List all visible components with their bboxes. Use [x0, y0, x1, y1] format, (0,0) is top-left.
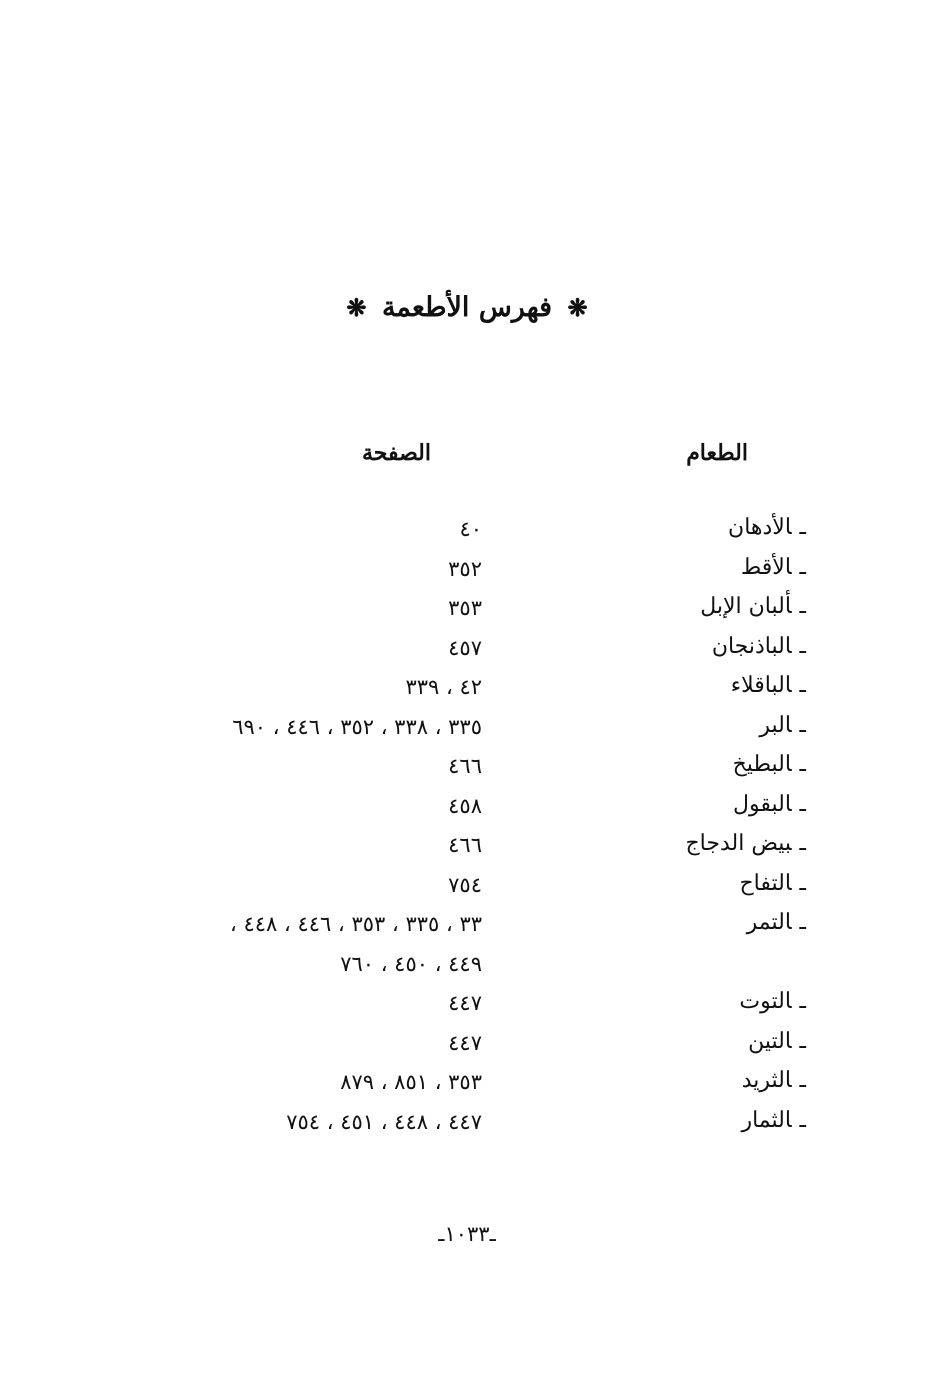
title-text: فهرس الأطعمة — [381, 292, 553, 323]
food-name: البطيخ — [732, 752, 792, 777]
index-row — [0, 515, 934, 555]
food-name: البقول — [733, 791, 792, 817]
page-refs: ٧٥٤ — [448, 872, 482, 897]
food-entry — [685, 831, 806, 856]
food-name: التفاح — [739, 870, 792, 896]
page-refs: ٤٤٩ ، ٤٥٠ ، ٧٦٠ — [340, 951, 482, 976]
entry-dash: ـ — [799, 712, 806, 738]
page-refs: ٤٤٧ ، ٤٤٨ ، ٤٥١ ، ٧٥٤ — [286, 1109, 482, 1134]
index-row — [0, 713, 934, 753]
column-header-page: الصفحة — [361, 440, 431, 466]
entry-dash: ـ — [799, 870, 806, 896]
entry-dash: ـ — [799, 752, 806, 777]
page-refs: ٣٥٣ — [448, 596, 482, 620]
entry-dash: ـ — [799, 1028, 806, 1054]
food-entry — [747, 910, 806, 935]
food-name: الثمار — [741, 1107, 792, 1133]
food-entry — [733, 752, 806, 777]
food-entry — [712, 634, 806, 659]
page-refs: ٤٤٧ — [448, 1030, 482, 1055]
food-entry — [728, 515, 806, 540]
index-row — [0, 871, 934, 911]
star-ornament-icon: ❋ — [346, 293, 367, 322]
entry-dash: ـ — [799, 910, 806, 935]
page-refs: ٤٢ ، ٣٣٩ — [405, 675, 482, 699]
food-name: الثريد — [741, 1068, 792, 1093]
food-name: البر — [759, 712, 792, 738]
food-name: التين — [748, 1028, 792, 1054]
food-entry — [741, 1108, 806, 1133]
page-number: ـ١٠٣٣ـ — [438, 1222, 496, 1246]
page-refs: ٣٥٢ — [448, 556, 482, 581]
food-name: الأدهان — [728, 515, 792, 540]
index-list — [0, 515, 934, 1147]
entry-dash: ـ — [799, 831, 806, 856]
index-row — [0, 989, 934, 1029]
food-entry — [741, 555, 806, 580]
column-header-food: الطعام — [686, 440, 748, 466]
index-row — [0, 752, 934, 792]
index-row — [0, 594, 934, 634]
food-name: الباقلاء — [730, 673, 792, 698]
food-name: التمر — [746, 910, 792, 935]
page-refs: ٣٣٥ ، ٣٣٨ ، ٣٥٢ ، ٤٤٦ ، ٦٩٠ — [232, 714, 482, 739]
index-row-continuation — [0, 950, 934, 990]
food-entry — [700, 594, 806, 619]
food-entry — [748, 1029, 806, 1054]
index-row — [0, 1068, 934, 1108]
food-name: الأقط — [740, 554, 792, 580]
entry-dash: ـ — [799, 989, 806, 1014]
food-entry — [759, 713, 806, 738]
page-refs: ٤٥٧ — [448, 635, 482, 660]
page-refs: ٤٠ — [459, 517, 482, 541]
food-entry — [733, 792, 806, 817]
page-refs: ٤٦٦ — [448, 833, 482, 857]
index-row — [0, 831, 934, 871]
food-name: بيض الدجاج — [685, 831, 792, 856]
index-row — [0, 910, 934, 950]
entry-dash: ـ — [799, 633, 806, 659]
food-name: التوت — [739, 989, 792, 1014]
food-entry — [731, 673, 806, 698]
entry-dash: ـ — [799, 594, 806, 619]
index-row — [0, 673, 934, 713]
index-row — [0, 634, 934, 674]
entry-dash: ـ — [799, 515, 806, 540]
index-row — [0, 1108, 934, 1148]
page-refs: ٤٤٧ — [448, 991, 482, 1015]
entry-dash: ـ — [799, 1107, 806, 1133]
entry-dash: ـ — [799, 673, 806, 698]
food-entry — [742, 1068, 806, 1093]
food-name: ألبان الإبل — [700, 594, 792, 619]
page-title — [0, 292, 934, 323]
food-name: الباذنجان — [711, 633, 792, 659]
food-entry — [739, 871, 806, 896]
index-row — [0, 1029, 934, 1069]
page-refs: ٤٦٦ — [448, 754, 482, 778]
index-row — [0, 555, 934, 595]
entry-dash: ـ — [799, 554, 806, 580]
entry-dash: ـ — [799, 791, 806, 817]
star-ornament-icon: ❋ — [567, 293, 588, 322]
page-refs: ٤٥٨ — [448, 793, 482, 818]
page-refs: ٣٥٣ ، ٨٥١ ، ٨٧٩ — [340, 1070, 482, 1094]
index-row — [0, 792, 934, 832]
food-entry — [739, 989, 806, 1014]
entry-dash: ـ — [799, 1068, 806, 1093]
page-refs: ٣٣ ، ٣٣٥ ، ٣٥٣ ، ٤٤٦ ، ٤٤٨ ، — [230, 912, 482, 936]
